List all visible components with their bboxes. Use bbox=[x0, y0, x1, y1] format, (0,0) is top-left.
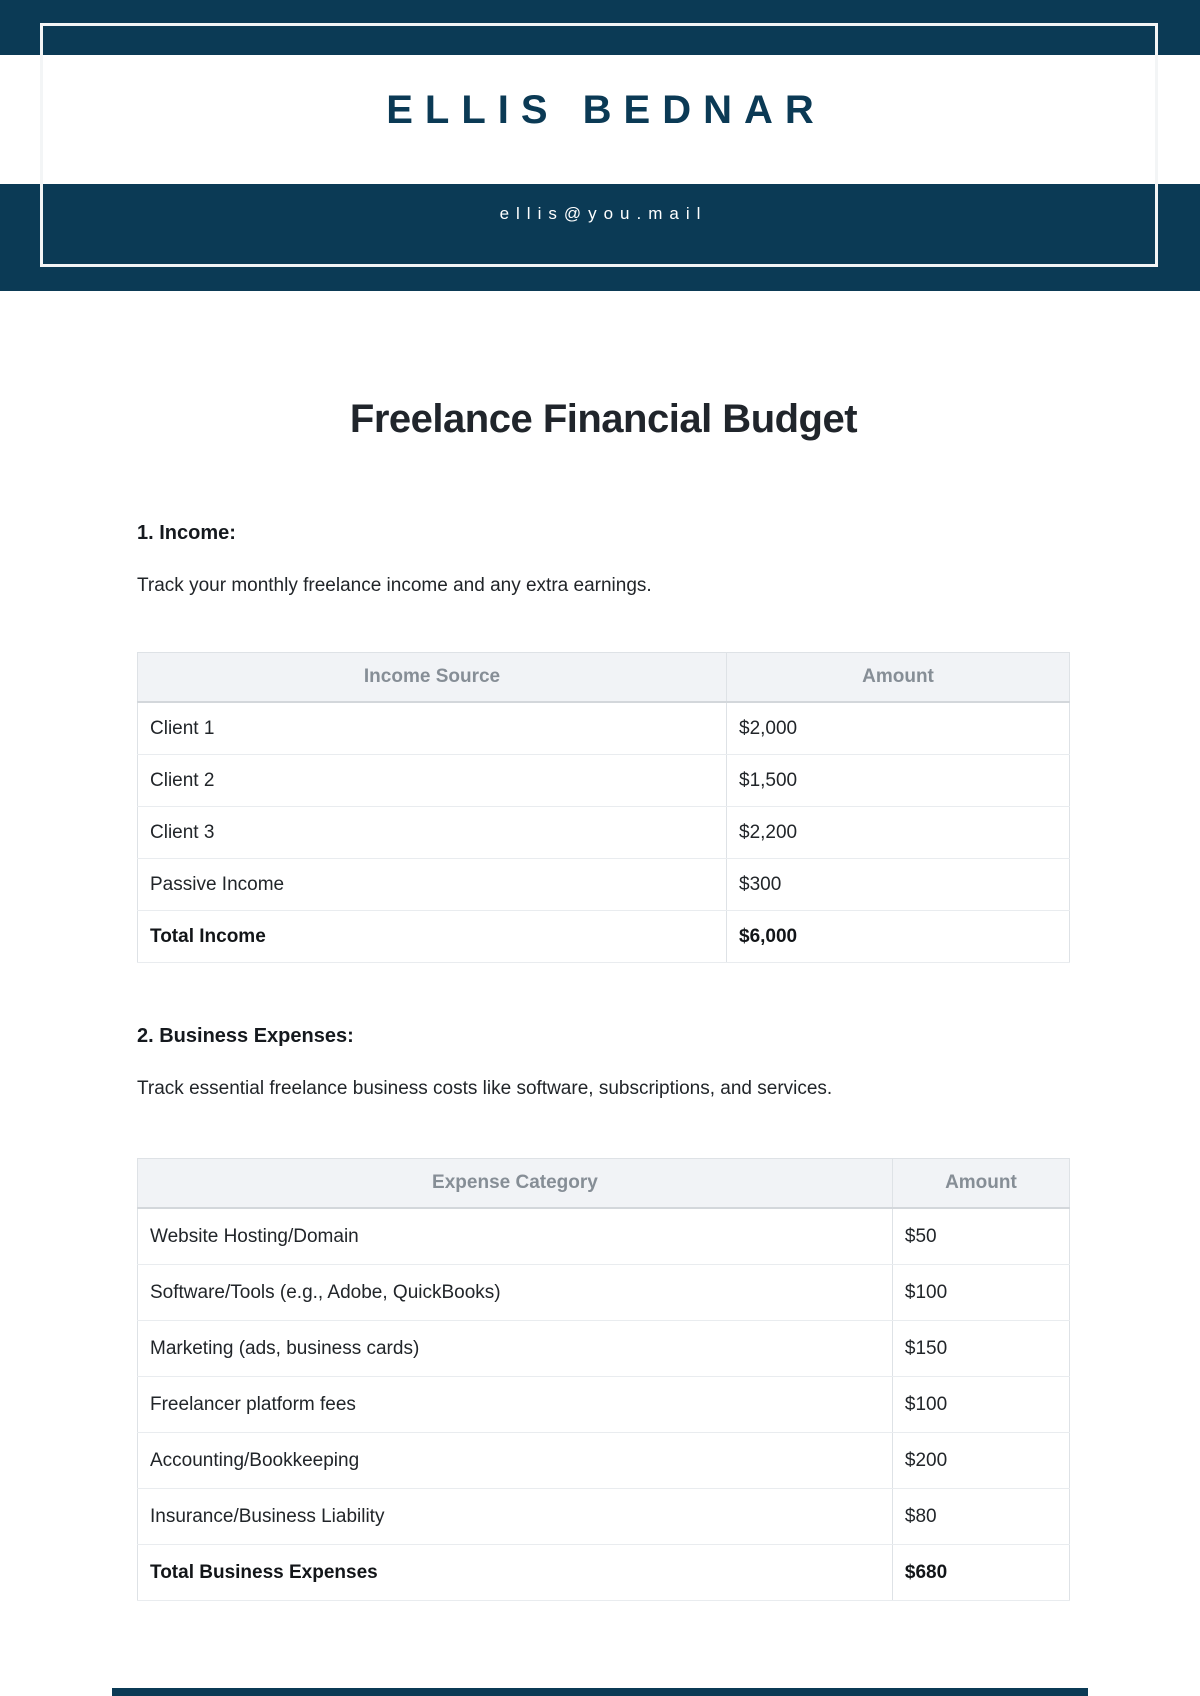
table-total-row bbox=[138, 1545, 1070, 1601]
table-header bbox=[138, 1159, 1070, 1209]
total-amount-cell: $6,000 bbox=[727, 911, 1070, 963]
table-header-row bbox=[138, 1159, 1070, 1209]
table-row bbox=[138, 807, 1070, 859]
category-column-header: Expense Category bbox=[138, 1159, 893, 1209]
amount-cell: $150 bbox=[892, 1321, 1069, 1377]
label-cell: Freelancer platform fees bbox=[138, 1377, 893, 1433]
income-description: Track your monthly freelance income and any extra earnings. bbox=[137, 575, 652, 596]
amount-cell: $100 bbox=[892, 1377, 1069, 1433]
table-header-row bbox=[138, 653, 1070, 703]
table-body bbox=[138, 702, 1070, 963]
label-cell: Passive Income bbox=[138, 859, 727, 911]
amount-cell: $100 bbox=[892, 1265, 1069, 1321]
letterhead-email: ellis@you.mail bbox=[499, 204, 708, 223]
table-row bbox=[138, 702, 1070, 755]
document-body bbox=[137, 0, 1070, 1601]
table-row bbox=[138, 1321, 1070, 1377]
label-cell: Client 1 bbox=[138, 702, 727, 755]
letterhead-name: ELLIS BEDNAR bbox=[386, 88, 826, 132]
table-total-row bbox=[138, 911, 1070, 963]
label-cell: Insurance/Business Liability bbox=[138, 1489, 893, 1545]
table-row bbox=[138, 859, 1070, 911]
table-row bbox=[138, 755, 1070, 807]
table-row bbox=[138, 1265, 1070, 1321]
amount-cell: $200 bbox=[892, 1433, 1069, 1489]
total-label-cell: Total Income bbox=[138, 911, 727, 963]
expenses-table bbox=[137, 1158, 1070, 1601]
amount-cell: $2,000 bbox=[727, 702, 1070, 755]
income-table bbox=[137, 652, 1070, 963]
amount-cell: $300 bbox=[727, 859, 1070, 911]
footer-band bbox=[112, 1688, 1088, 1696]
expenses-description: Track essential freelance business costs like software, subscriptions, and services. bbox=[137, 1078, 833, 1099]
total-label-cell: Total Business Expenses bbox=[138, 1545, 893, 1601]
income-section bbox=[137, 520, 1070, 963]
label-cell: Marketing (ads, business cards) bbox=[138, 1321, 893, 1377]
table-row bbox=[138, 1208, 1070, 1265]
expenses-section bbox=[137, 1023, 1070, 1601]
amount-column-header: Amount bbox=[892, 1159, 1069, 1209]
table-body bbox=[138, 1208, 1070, 1601]
income-heading: 1. Income: bbox=[137, 522, 236, 544]
amount-cell: $80 bbox=[892, 1489, 1069, 1545]
amount-cell: $2,200 bbox=[727, 807, 1070, 859]
label-cell: Client 3 bbox=[138, 807, 727, 859]
table-header bbox=[138, 653, 1070, 703]
table-row bbox=[138, 1377, 1070, 1433]
label-cell: Software/Tools (e.g., Adobe, QuickBooks) bbox=[138, 1265, 893, 1321]
label-cell: Website Hosting/Domain bbox=[138, 1208, 893, 1265]
total-amount-cell: $680 bbox=[892, 1545, 1069, 1601]
table-row bbox=[138, 1433, 1070, 1489]
label-cell: Client 2 bbox=[138, 755, 727, 807]
amount-cell: $1,500 bbox=[727, 755, 1070, 807]
expenses-heading: 2. Business Expenses: bbox=[137, 1025, 354, 1047]
amount-column-header: Amount bbox=[727, 653, 1070, 703]
label-cell: Accounting/Bookkeeping bbox=[138, 1433, 893, 1489]
document-title: Freelance Financial Budget bbox=[349, 397, 858, 441]
table-row bbox=[138, 1489, 1070, 1545]
category-column-header: Income Source bbox=[138, 653, 727, 703]
amount-cell: $50 bbox=[892, 1208, 1069, 1265]
